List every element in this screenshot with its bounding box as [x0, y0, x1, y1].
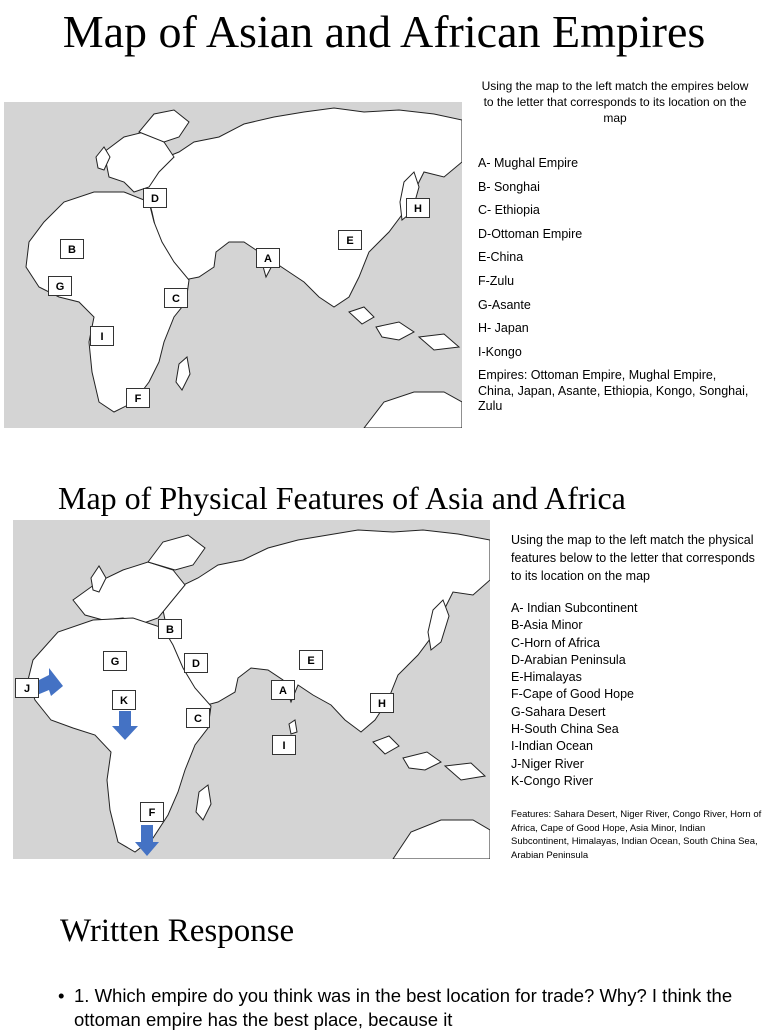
- map-label-d: D: [184, 653, 208, 673]
- map-label-b: B: [60, 239, 84, 259]
- physical-map-drawing: [13, 520, 490, 859]
- map-label-f: F: [126, 388, 150, 408]
- list-item: B- Songhai: [478, 179, 540, 194]
- list-item: A- Indian Subcontinent: [511, 601, 638, 615]
- map-label-c: C: [164, 288, 188, 308]
- map-label-e: E: [338, 230, 362, 250]
- list-item: A- Mughal Empire: [478, 156, 579, 170]
- map-label-i: I: [272, 735, 296, 755]
- section-title-written-response: Written Response: [60, 913, 295, 949]
- map-label-j: J: [15, 678, 39, 698]
- map-label-k: K: [112, 690, 136, 710]
- list-item: E-Himalayas: [511, 670, 582, 685]
- map-label-h: H: [406, 198, 430, 218]
- list-item: F-Cape of Good Hope: [511, 687, 634, 702]
- map-label-g: G: [48, 276, 72, 296]
- features-instructions: Using the map to the left match the physical features below to the letter that corresponds to its location on the map: [511, 533, 755, 583]
- map-label-a: A: [271, 680, 295, 700]
- list-item: B-Asia Minor: [511, 618, 583, 633]
- list-item: I-Indian Ocean: [511, 739, 593, 754]
- list-item: I-Kongo: [478, 344, 522, 359]
- physical-features-map: [13, 520, 490, 859]
- list-item: F-Zulu: [478, 273, 515, 288]
- list-item: K-Congo River: [511, 773, 593, 788]
- list-item: J-Niger River: [511, 756, 584, 771]
- question-1: [58, 984, 758, 1032]
- list-item: C- Ethiopia: [478, 203, 540, 218]
- list-item: C-Horn of Africa: [511, 635, 600, 650]
- empires-list: [478, 154, 758, 366]
- features-list: [511, 600, 761, 790]
- list-item: D-Arabian Peninsula: [511, 652, 626, 667]
- list-item: H-South China Sea: [511, 722, 619, 737]
- bullet: •: [58, 985, 65, 1006]
- map-label-b: B: [158, 619, 182, 639]
- empires-map: [4, 102, 462, 428]
- empires-map-drawing: [4, 102, 462, 428]
- list-item: H- Japan: [478, 321, 529, 336]
- map-label-d: D: [143, 188, 167, 208]
- map-label-h: H: [370, 693, 394, 713]
- empires-word-bank: Empires: Ottoman Empire, Mughal Empire, China, Japan, Asante, Ethiopia, Kongo, Songhai, Zulu: [478, 368, 749, 413]
- map-label-f: F: [140, 802, 164, 822]
- list-item: E-China: [478, 250, 524, 265]
- map-label-c: C: [186, 708, 210, 728]
- list-item: G-Sahara Desert: [511, 704, 606, 719]
- map-label-i: I: [90, 326, 114, 346]
- map-label-g: G: [103, 651, 127, 671]
- list-item: G-Asante: [478, 297, 531, 312]
- map-label-a: A: [256, 248, 280, 268]
- list-item: D-Ottoman Empire: [478, 226, 583, 241]
- question-text: 1. Which empire do you think was in the best location for trade? Why? I think the ottoman empire has the best place, because it: [74, 985, 733, 1030]
- page-title: Map of Asian and African Empires: [62, 6, 706, 57]
- empires-instructions: Using the map to the left match the empires below to the letter that corresponds to its location on the map: [481, 79, 749, 125]
- map-label-e: E: [299, 650, 323, 670]
- section-title-physical: Map of Physical Features of Asia and Africa: [58, 480, 626, 516]
- features-word-bank: Features: Sahara Desert, Niger River, Congo River, Horn of Africa, Cape of Good Hope, Asia Minor, Indian Subcontinent, Himalayas, Indian Ocean, South China Sea, Arabian Peninsula: [511, 809, 762, 861]
